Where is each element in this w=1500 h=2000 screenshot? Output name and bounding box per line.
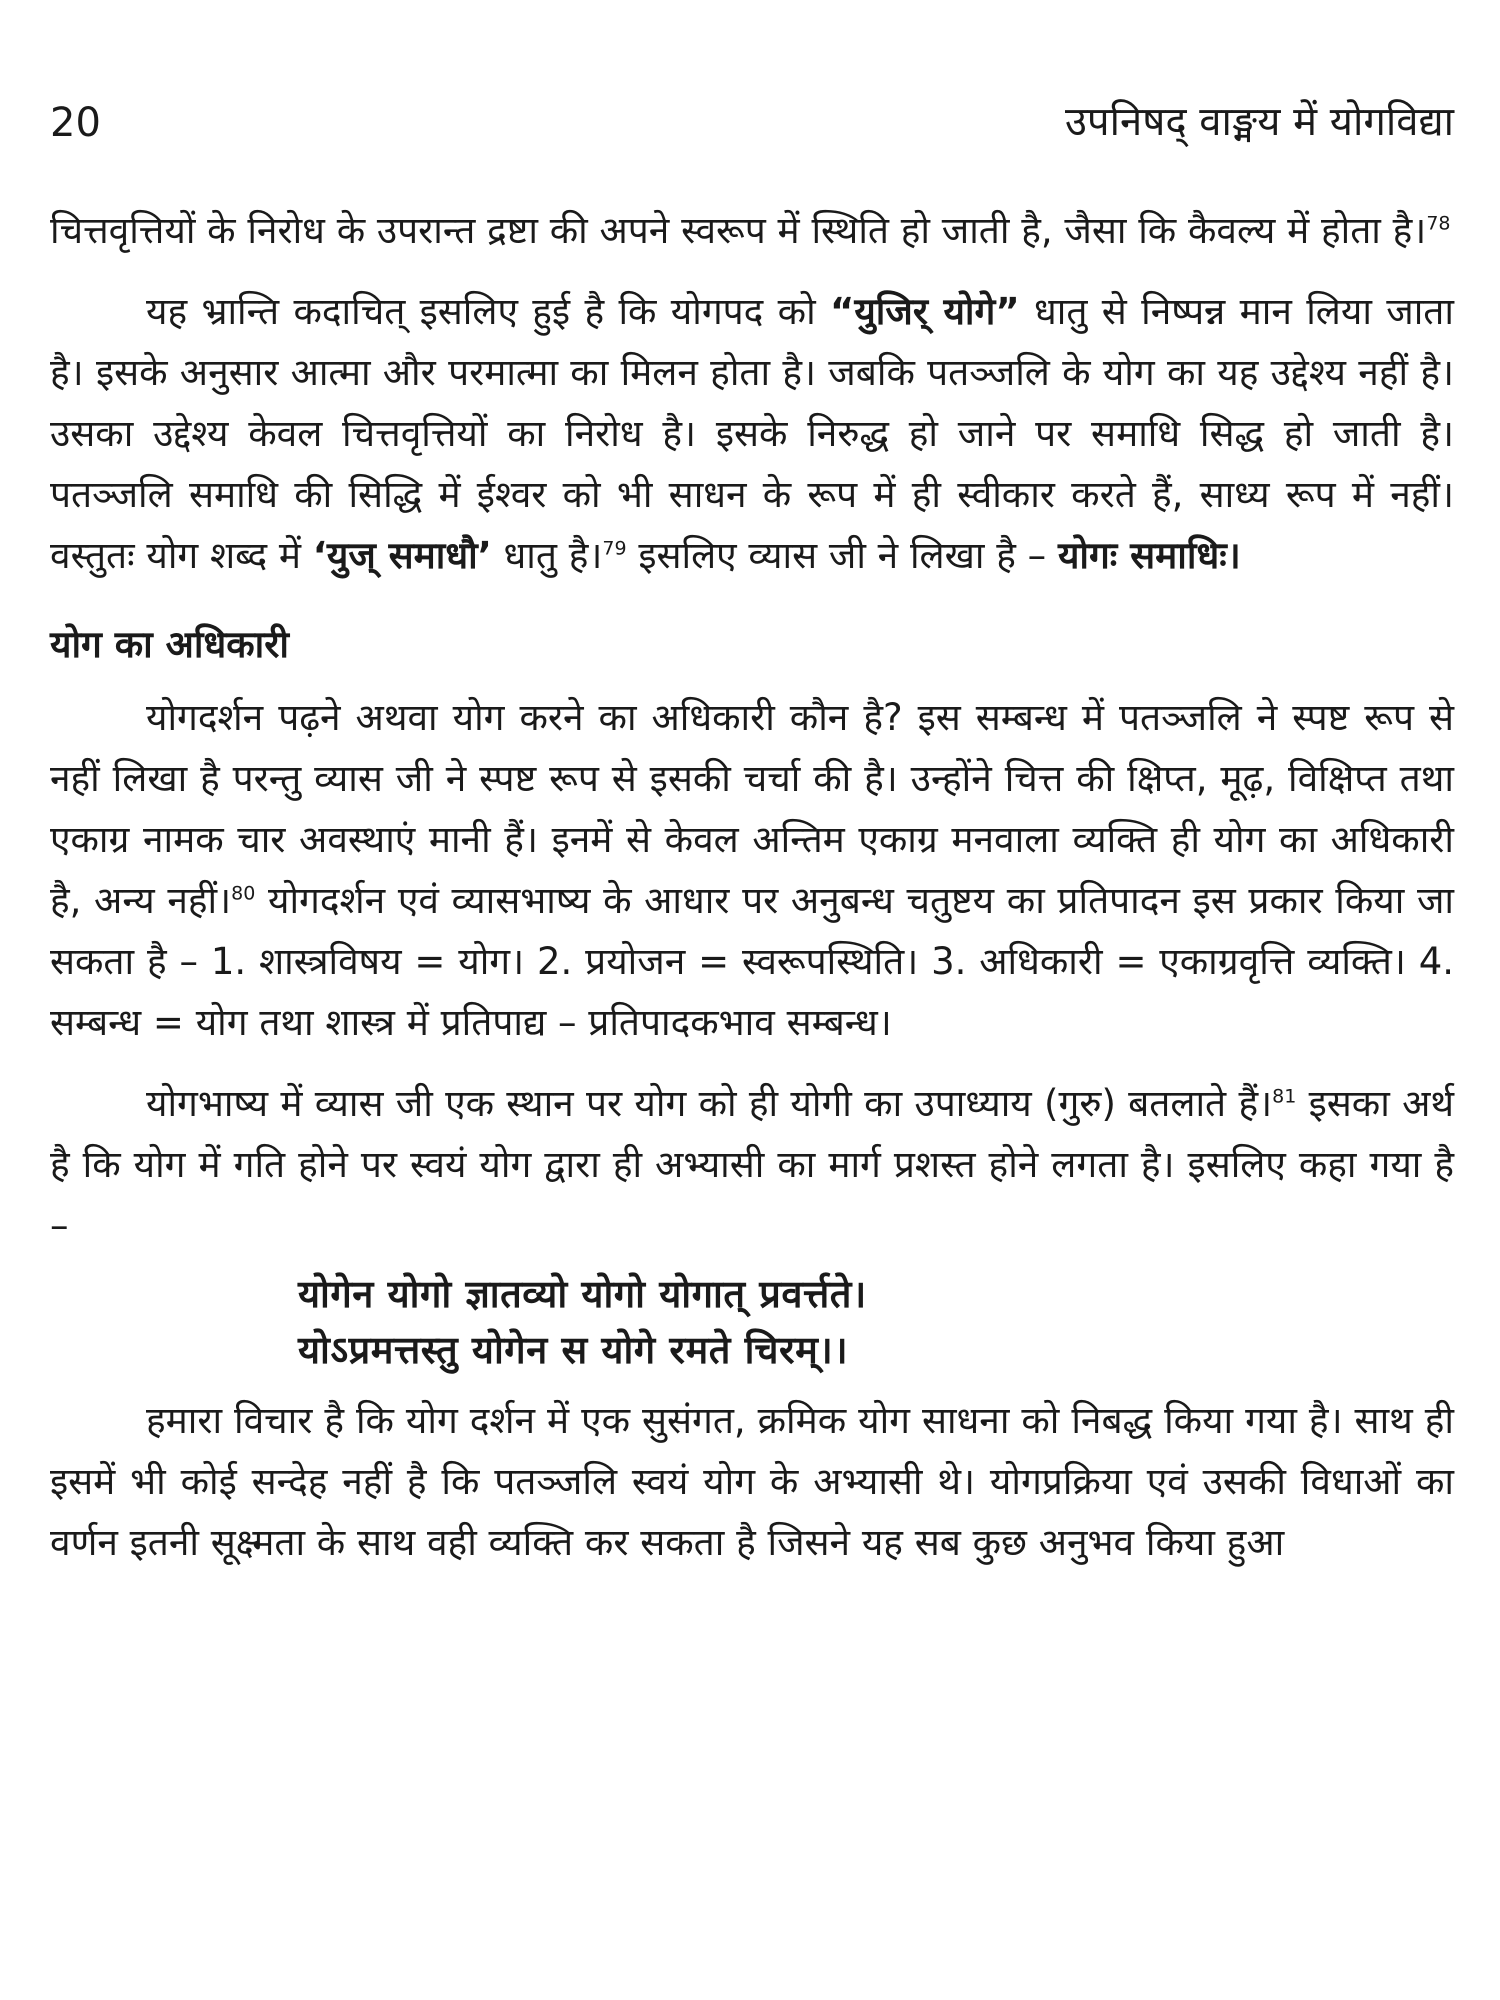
footnote-ref-79: 79 bbox=[602, 537, 627, 560]
paragraph-2-text-d: धातु है। bbox=[491, 534, 603, 577]
section-heading: योग का अधिकारी bbox=[50, 623, 289, 666]
paragraph-3 bbox=[50, 687, 1454, 1053]
paragraph-1 bbox=[50, 200, 1454, 261]
page-body bbox=[50, 200, 1454, 1573]
paragraph-5-text: हमारा विचार है कि योग दर्शन में एक सुसंगत, क्रमिक योग साधना को निबद्ध किया गया है। साथ ही इसमें भी कोई सन्देह नहीं है कि पतञ्जलि स्वयं योग के अभ्यासी थे। योगप्रक्रिया एवं उसकी विधाओं का वर्णन इतनी सूक्ष्मता के साथ वही व्यक्ति कर सकता है जिसने यह सब कुछ अनुभव किया हुआ bbox=[50, 1399, 1454, 1564]
footnote-ref-81: 81 bbox=[1272, 1085, 1297, 1108]
paragraph-4-text-b: इसका अर्थ है कि योग में गति होने पर स्वयं योग द्वारा ही अभ्यासी का मार्ग प्रशस्त होने लगता है। इसलिए कहा गया है – bbox=[50, 1082, 1454, 1247]
paragraph-2-text-e: इसलिए व्यास जी ने लिखा है – bbox=[626, 534, 1058, 577]
paragraph-2-text-a: यह भ्रान्ति कदाचित् इसलिए हुई है कि योगपद को bbox=[146, 290, 831, 333]
footnote-ref-80: 80 bbox=[231, 882, 256, 905]
term-yuj-samadhau: ‘युज् समाधौ’ bbox=[312, 534, 492, 577]
verse-block bbox=[50, 1266, 1454, 1378]
term-yogah-samadhih: योगः समाधिः। bbox=[1057, 534, 1241, 577]
paragraph-4 bbox=[50, 1073, 1454, 1256]
paragraph-3-text-a: योगदर्शन पढ़ने अथवा योग करने का अधिकारी कौन है? इस सम्बन्ध में पतञ्जलि ने स्पष्ट रूप से नहीं लिखा है परन्तु व्यास जी ने स्पष्ट रूप से इसकी चर्चा की है। उन्होंने चित्त की क्षिप्त, मूढ़, विक्षिप्त तथा एकाग्र नामक चार अवस्थाएं मानी हैं। इनमें से केवल अन्तिम एकाग्र मनवाला व्यक्ति ही योग का अधिकारी है, अन्य नहीं। bbox=[50, 696, 1454, 922]
paragraph-4-text-a: योगभाष्य में व्यास जी एक स्थान पर योग को ही योगी का उपाध्याय (गुरु) बतलाते हैं। bbox=[146, 1082, 1273, 1125]
page-number: 20 bbox=[50, 100, 101, 146]
paragraph-3-text-b: योगदर्शन एवं व्यासभाष्य के आधार पर अनुबन्ध चतुष्टय का प्रतिपादन इस प्रकार किया जा सकता है – 1. शास्त्रविषय = योग। 2. प्रयोजन = स्वरूपस्थिति। 3. अधिकारी = एकाग्रवृत्ति व्यक्ति। 4. सम्बन्ध = योग तथा शास्त्र में प्रतिपाद्य – प्रतिपादकभाव सम्बन्ध। bbox=[50, 879, 1454, 1044]
page-header bbox=[50, 92, 1454, 152]
paragraph-5 bbox=[50, 1390, 1454, 1573]
footnote-ref-78: 78 bbox=[1426, 212, 1451, 235]
paragraph-2-text-c: धातु से निष्पन्न मान लिया जाता है। इसके अनुसार आत्मा और परमात्मा का मिलन होता है। जबकि पतञ्जलि के योग का यह उद्देश्य नहीं है। उसका उद्देश्य केवल चित्तवृत्तियों का निरोध है। इसके निरुद्ध हो जाने पर समाधि सिद्ध हो जाती है। पतञ्जलि समाधि की सिद्धि में ईश्वर को भी साधन के रूप में ही स्वीकार करते हैं, साध्य रूप में नहीं। वस्तुतः योग शब्द में bbox=[50, 290, 1454, 577]
running-title: उपनिषद् वाङ्मय में योगविद्या bbox=[1065, 99, 1454, 145]
verse-line-1: योगेन योगो ज्ञातव्यो योगो योगात् प्रवर्त्तते। bbox=[298, 1272, 867, 1316]
verse-line-2: योऽप्रमत्तस्तु योगेन स योगे रमते चिरम्।। bbox=[298, 1328, 849, 1372]
paragraph-2 bbox=[50, 281, 1454, 586]
term-yujir-yoge: “युजिर् योगे” bbox=[830, 290, 1020, 333]
paragraph-1-text: चित्तवृत्तियों के निरोध के उपरान्त द्रष्टा की अपने स्वरूप में स्थिति हो जाती है, जैसा कि कैवल्य में होता है। bbox=[50, 209, 1427, 252]
